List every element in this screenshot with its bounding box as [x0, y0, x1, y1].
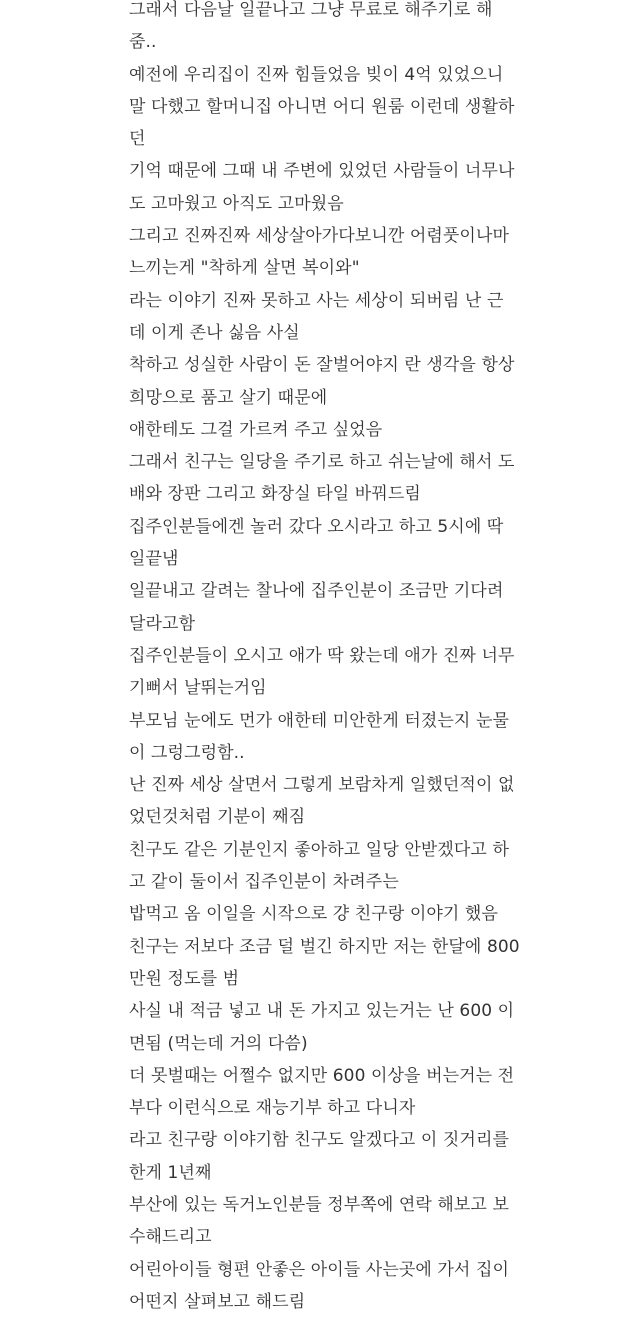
text-line: 애한테도 그걸 가르켜 주고 싶었음 — [129, 419, 383, 440]
post-paragraph — [129, 155, 529, 220]
post-paragraph — [129, 995, 529, 1060]
text-line: 줌.. — [129, 32, 157, 53]
text-line: 었던것처럼 기분이 째짐 — [129, 807, 306, 828]
text-line: 말 다했고 할머니집 아니면 어디 원룸 이런데 생활하 — [129, 96, 515, 117]
text-line: 이 그렁그렁함.. — [129, 742, 245, 763]
post-paragraph — [129, 414, 529, 446]
text-line: 부산에 있는 독거노인분들 정부쪽에 연락 해보고 보 — [129, 1194, 509, 1215]
post-paragraph — [129, 1124, 529, 1189]
text-line: 어린아이들 형편 안좋은 아이들 사는곳에 가서 집이 — [129, 1259, 509, 1280]
text-line: 착하고 성실한 사람이 돈 잘벌어야지 란 생각을 항상 — [129, 355, 515, 376]
text-line: 집주인분들이 오시고 애가 딱 왔는데 애가 진짜 너무 — [129, 645, 515, 666]
text-line: 면됨 (먹는데 거의 다씀) — [129, 1033, 308, 1054]
post-paragraph — [129, 220, 529, 285]
text-line: 더 못벌때는 어쩔수 없지만 600 이상을 버는거는 전 — [129, 1065, 515, 1086]
text-line: 고 같이 둘이서 집주인분이 차려주는 — [129, 872, 399, 893]
post-paragraph — [129, 769, 529, 834]
post-paragraph — [129, 1254, 529, 1318]
post-paragraph — [129, 349, 529, 414]
post-paragraph — [129, 640, 529, 705]
post-paragraph — [129, 1189, 529, 1254]
text-line: 기억 때문에 그때 내 주변에 있었던 사람들이 너무나 — [129, 161, 515, 182]
text-line: 도 고마웠고 아직도 고마웠음 — [129, 193, 344, 214]
text-line: 부다 이런식으로 재능기부 하고 다니자 — [129, 1098, 416, 1119]
text-line: 사실 내 적금 넣고 내 돈 가지고 있는거는 난 600 이 — [129, 1001, 515, 1022]
post-paragraph — [129, 0, 529, 59]
text-line: 어떤지 살펴보고 해드림 — [129, 1291, 306, 1312]
text-line: 그래서 친구는 일당을 주기로 하고 쉬는날에 해서 도 — [129, 452, 515, 473]
post-body-text — [129, 0, 529, 1318]
post-paragraph — [129, 898, 529, 930]
text-line: 일끝냄 — [129, 549, 179, 570]
text-line: 부모님 눈에도 먼가 애한테 미안한게 터졌는지 눈물 — [129, 710, 509, 731]
text-line: 달라고함 — [129, 613, 196, 634]
text-line: 만원 정도를 범 — [129, 968, 240, 989]
text-line: 기뻐서 날뛰는거임 — [129, 678, 267, 699]
text-line: 친구는 저보다 조금 덜 벌긴 하지만 저는 한달에 800 — [129, 936, 520, 957]
post-paragraph — [129, 834, 529, 899]
post-paragraph — [129, 1060, 529, 1125]
text-line: 배와 장판 그리고 화장실 타일 바꿔드림 — [129, 484, 421, 505]
text-line: 밥먹고 옴 이일을 시작으로 걍 친구랑 이야기 했음 — [129, 904, 498, 925]
text-line: 한게 1년째 — [129, 1162, 212, 1183]
text-line: 그래서 다음날 일끝나고 그냥 무료로 해주기로 해 — [129, 0, 493, 20]
text-line: 라는 이야기 진짜 못하고 사는 세상이 되버림 난 근 — [129, 290, 504, 311]
post-paragraph — [129, 59, 529, 156]
post-paragraph — [129, 705, 529, 770]
post-paragraph — [129, 575, 529, 640]
text-line: 수해드리고 — [129, 1227, 212, 1248]
post-paragraph — [129, 511, 529, 576]
text-line: 일끝내고 갈려는 찰나에 집주인분이 조금만 기다려 — [129, 581, 504, 602]
text-line: 난 진짜 세상 살면서 그렇게 보람차게 일했던적이 없 — [129, 775, 515, 796]
post-paragraph — [129, 446, 529, 511]
text-line: 데 이게 존나 싫음 사실 — [129, 322, 300, 343]
text-line: 던 — [129, 129, 146, 150]
text-line: 라고 친구랑 이야기함 친구도 알겠다고 이 짓거리를 — [129, 1130, 509, 1151]
text-line: 느끼는게 "착하게 살면 복이와" — [129, 258, 360, 279]
text-line: 친구도 같은 기분인지 좋아하고 일당 안받겠다고 하 — [129, 839, 509, 860]
text-line: 집주인분들에겐 놀러 갔다 오시라고 하고 5시에 딱 — [129, 516, 504, 537]
text-line: 예전에 우리집이 진짜 힘들었음 빚이 4억 있었으니 — [129, 64, 504, 85]
text-line: 희망으로 품고 살기 때문에 — [129, 387, 328, 408]
post-paragraph — [129, 285, 529, 350]
post-paragraph — [129, 931, 529, 996]
text-line: 그리고 진짜진짜 세상살아가다보니깐 어렴풋이나마 — [129, 226, 509, 247]
